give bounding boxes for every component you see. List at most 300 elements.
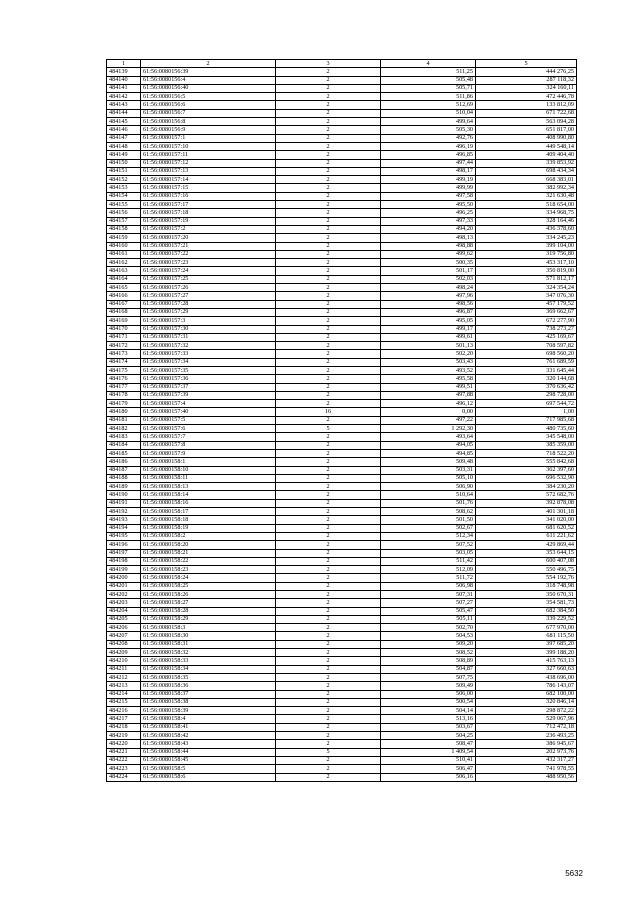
area-cell: 502,03 [381,275,476,283]
cadastral-number-cell: 61:56:0080157:20 [141,234,276,242]
code-cell: 2 [276,574,381,582]
cadastral-number-cell: 61:56:0080157:4 [141,400,276,408]
area-cell: 505,71 [381,84,476,92]
cadastral-number-cell: 61:56:0080157:12 [141,159,276,167]
value-cell: 324 354,24 [476,284,577,292]
table-row [107,566,577,574]
cadastral-number-cell: 61:56:0080158:16 [141,499,276,507]
cadastral-number-cell: 61:56:0080156:5 [141,93,276,101]
value-cell: 697 544,72 [476,400,577,408]
cadastral-number-cell: 61:56:0080158:33 [141,657,276,665]
table-row [107,707,577,715]
record-id-cell: 484193 [107,516,141,524]
code-cell: 2 [276,101,381,109]
cadastral-number-cell: 61:56:0080157:8 [141,441,276,449]
record-id-cell: 484151 [107,167,141,175]
table-row [107,325,577,333]
cadastral-number-cell: 61:56:0080158:21 [141,549,276,557]
record-id-cell: 484159 [107,234,141,242]
table-row [107,433,577,441]
record-id-cell: 484214 [107,690,141,698]
record-id-cell: 484192 [107,508,141,516]
cadastral-number-cell: 61:56:0080157:9 [141,449,276,457]
value-cell: 651 817,00 [476,126,577,134]
record-id-cell: 484173 [107,350,141,358]
table-row [107,765,577,773]
value-cell: 488 950,56 [476,773,577,781]
cadastral-number-cell: 61:56:0080158:39 [141,707,276,715]
record-id-cell: 484142 [107,93,141,101]
table-row [107,317,577,325]
area-cell: 508,52 [381,649,476,657]
area-cell: 511,25 [381,68,476,76]
table-row [107,632,577,640]
table-row [107,275,577,283]
record-id-cell: 484164 [107,275,141,283]
record-id-cell: 484219 [107,732,141,740]
area-cell: 499,17 [381,325,476,333]
value-cell: 717 985,68 [476,416,577,424]
code-cell: 2 [276,723,381,731]
code-cell: 2 [276,225,381,233]
area-cell: 503,05 [381,549,476,557]
area-cell: 502,67 [381,524,476,532]
code-cell: 2 [276,599,381,607]
code-cell: 2 [276,192,381,200]
area-cell: 506,16 [381,773,476,781]
code-cell: 2 [276,416,381,424]
cadastral-number-cell: 61:56:0080157:33 [141,350,276,358]
area-cell: 503,67 [381,723,476,731]
code-cell: 2 [276,632,381,640]
cadastral-number-cell: 61:56:0080157:13 [141,167,276,175]
table-row [107,308,577,316]
table-row [107,192,577,200]
code-cell: 2 [276,109,381,117]
record-id-cell: 484168 [107,308,141,316]
cadastral-number-cell: 61:56:0080158:17 [141,508,276,516]
table-row [107,167,577,175]
record-id-cell: 484154 [107,192,141,200]
area-cell: 493,64 [381,433,476,441]
cadastral-number-cell: 61:56:0080157:6 [141,425,276,433]
area-cell: 500,35 [381,259,476,267]
table-row [107,267,577,275]
code-cell: 2 [276,673,381,681]
table-row [107,209,577,217]
record-id-cell: 484204 [107,607,141,615]
cadastral-number-cell: 61:56:0080157:21 [141,242,276,250]
record-id-cell: 484194 [107,524,141,532]
table-row [107,142,577,150]
area-cell: 500,54 [381,698,476,706]
cadastral-number-cell: 61:56:0080158:43 [141,740,276,748]
code-cell: 2 [276,508,381,516]
area-cell: 505,30 [381,126,476,134]
table-row [107,101,577,109]
code-cell: 2 [276,292,381,300]
table-row [107,441,577,449]
value-cell: 327 660,63 [476,665,577,673]
area-cell: 505,11 [381,615,476,623]
cadastral-number-cell: 61:56:0080157:24 [141,267,276,275]
record-id-cell: 484215 [107,698,141,706]
table-row [107,483,577,491]
cadastral-number-cell: 61:56:0080158:42 [141,732,276,740]
area-cell: 499,64 [381,118,476,126]
cadastral-number-cell: 61:56:0080158:30 [141,632,276,640]
area-cell: 494,85 [381,449,476,457]
value-cell: 399 188,20 [476,649,577,657]
code-cell: 2 [276,441,381,449]
code-cell: 2 [276,300,381,308]
cadastral-number-cell: 61:56:0080158:24 [141,574,276,582]
cadastral-number-cell: 61:56:0080158:32 [141,649,276,657]
cadastral-number-cell: 61:56:0080157:14 [141,176,276,184]
table-row [107,375,577,383]
cadastral-number-cell: 61:56:0080157:23 [141,259,276,267]
area-cell: 502,20 [381,350,476,358]
record-id-cell: 484144 [107,109,141,117]
cadastral-number-cell: 61:56:0080157:15 [141,184,276,192]
value-cell: 362 397,60 [476,466,577,474]
cadastral-number-cell: 61:56:0080158:5 [141,765,276,773]
cadastral-number-cell: 61:56:0080158:20 [141,541,276,549]
code-cell: 2 [276,566,381,574]
code-cell: 2 [276,275,381,283]
code-cell: 2 [276,698,381,706]
record-id-cell: 484146 [107,126,141,134]
code-cell: 2 [276,151,381,159]
area-cell: 501,76 [381,499,476,507]
code-cell: 2 [276,665,381,673]
code-cell: 2 [276,549,381,557]
table-row [107,773,577,781]
code-cell: 2 [276,375,381,383]
value-cell: 401 301,18 [476,508,577,516]
code-cell: 2 [276,159,381,167]
value-cell: 1,00 [476,408,577,416]
cadastral-number-cell: 61:56:0080156:7 [141,109,276,117]
record-id-cell: 484206 [107,624,141,632]
value-cell: 682 384,50 [476,607,577,615]
code-cell: 2 [276,142,381,150]
record-id-cell: 484170 [107,325,141,333]
value-cell: 698 434,34 [476,167,577,175]
cadastral-number-cell: 61:56:0080157:11 [141,151,276,159]
area-cell: 499,61 [381,333,476,341]
area-cell: 506,47 [381,765,476,773]
code-cell: 2 [276,184,381,192]
cadastral-number-cell: 61:56:0080157:19 [141,217,276,225]
area-cell: 499,99 [381,184,476,192]
table-row [107,698,577,706]
table-row [107,607,577,615]
value-cell: 671 722,68 [476,109,577,117]
cadastral-number-cell: 61:56:0080158:4 [141,715,276,723]
area-cell: 511,72 [381,574,476,582]
table-row [107,250,577,258]
cadastral-number-cell: 61:56:0080157:16 [141,192,276,200]
area-cell: 501,50 [381,516,476,524]
record-id-cell: 484148 [107,142,141,150]
table-row [107,682,577,690]
cadastral-number-cell: 61:56:0080156:4 [141,76,276,84]
record-id-cell: 484183 [107,433,141,441]
code-cell: 5 [276,425,381,433]
table-row [107,516,577,524]
value-cell: 415 763,13 [476,657,577,665]
area-cell: 511,86 [381,93,476,101]
cadastral-number-cell: 61:56:0080157:30 [141,325,276,333]
value-cell: 334 245,23 [476,234,577,242]
value-cell: 318 748,98 [476,582,577,590]
value-cell: 385 359,00 [476,441,577,449]
table-row [107,524,577,532]
code-cell: 2 [276,250,381,258]
cadastral-number-cell: 61:56:0080158:29 [141,615,276,623]
value-cell: 698 560,20 [476,350,577,358]
value-cell: 350 819,00 [476,267,577,275]
table-row [107,201,577,209]
area-cell: 495,58 [381,375,476,383]
table-row [107,400,577,408]
area-cell: 492,76 [381,134,476,142]
table-row [107,756,577,764]
cadastral-number-cell: 61:56:0080156:6 [141,101,276,109]
cadastral-number-cell: 61:56:0080158:14 [141,491,276,499]
record-id-cell: 484202 [107,591,141,599]
table-row [107,532,577,540]
area-cell: 506,98 [381,582,476,590]
code-cell: 2 [276,259,381,267]
table-row [107,408,577,416]
cadastral-number-cell: 61:56:0080157:32 [141,342,276,350]
table-row [107,68,577,76]
value-cell: 741 978,55 [476,765,577,773]
record-id-cell: 484147 [107,134,141,142]
table-row [107,350,577,358]
table-row [107,466,577,474]
table-row [107,449,577,457]
record-id-cell: 484222 [107,756,141,764]
code-cell: 2 [276,756,381,764]
area-cell: 504,14 [381,707,476,715]
table-row [107,557,577,565]
area-cell: 497,44 [381,159,476,167]
area-cell: 503,43 [381,358,476,366]
record-id-cell: 484178 [107,391,141,399]
value-cell: 555 842,68 [476,458,577,466]
cadastral-number-cell: 61:56:0080158:18 [141,516,276,524]
code-cell: 2 [276,391,381,399]
value-cell: 370 636,42 [476,383,577,391]
area-cell: 505,10 [381,474,476,482]
code-cell: 2 [276,690,381,698]
code-cell: 2 [276,732,381,740]
table-row [107,541,577,549]
code-cell: 2 [276,342,381,350]
record-id-cell: 484152 [107,176,141,184]
cadastral-number-cell: 61:56:0080158:34 [141,665,276,673]
record-id-cell: 484145 [107,118,141,126]
value-cell: 133 812,09 [476,101,577,109]
table-row [107,366,577,374]
table-row [107,665,577,673]
table-row [107,458,577,466]
area-cell: 1 292,30 [381,425,476,433]
value-cell: 718 522,20 [476,449,577,457]
table-row [107,740,577,748]
table-body [107,68,577,782]
cadastral-number-cell: 61:56:0080157:34 [141,358,276,366]
record-id-cell: 484221 [107,748,141,756]
value-cell: 444 276,25 [476,68,577,76]
record-id-cell: 484157 [107,217,141,225]
table-row [107,574,577,582]
value-cell: 319 756,80 [476,250,577,258]
code-cell: 2 [276,167,381,175]
code-cell: 2 [276,217,381,225]
value-cell: 298 872,22 [476,707,577,715]
code-cell: 2 [276,624,381,632]
area-cell: 510,64 [381,491,476,499]
table-row [107,649,577,657]
record-id-cell: 484177 [107,383,141,391]
table-row [107,599,577,607]
code-cell: 2 [276,383,381,391]
value-cell: 472 446,78 [476,93,577,101]
table-row [107,657,577,665]
area-cell: 507,75 [381,673,476,681]
table-row [107,234,577,242]
value-cell: 324 160,11 [476,84,577,92]
area-cell: 498,17 [381,167,476,175]
cadastral-number-cell: 61:56:0080158:19 [141,524,276,532]
table-row [107,134,577,142]
code-cell: 2 [276,524,381,532]
area-cell: 511,42 [381,557,476,565]
area-cell: 497,33 [381,217,476,225]
table-row [107,151,577,159]
value-cell: 347 076,30 [476,292,577,300]
area-cell: 496,87 [381,308,476,316]
code-cell: 2 [276,433,381,441]
value-cell: 738 273,27 [476,325,577,333]
value-cell: 386 945,67 [476,740,577,748]
cadastral-number-cell: 61:56:0080157:2 [141,225,276,233]
cadastral-number-cell: 61:56:0080157:40 [141,408,276,416]
code-cell: 2 [276,242,381,250]
record-id-cell: 484143 [107,101,141,109]
code-cell: 2 [276,715,381,723]
table-row [107,391,577,399]
record-id-cell: 484189 [107,483,141,491]
value-cell: 708 597,82 [476,342,577,350]
code-cell: 2 [276,84,381,92]
record-id-cell: 484220 [107,740,141,748]
cadastral-number-cell: 61:56:0080157:31 [141,333,276,341]
code-cell: 2 [276,325,381,333]
value-cell: 384 230,20 [476,483,577,491]
area-cell: 496,85 [381,151,476,159]
code-cell: 2 [276,234,381,242]
table-row [107,292,577,300]
record-id-cell: 484161 [107,250,141,258]
column-header-4: 4 [381,60,476,68]
area-cell: 509,49 [381,682,476,690]
table-row [107,333,577,341]
area-cell: 499,19 [381,176,476,184]
area-cell: 496,25 [381,209,476,217]
value-cell: 425 169,67 [476,333,577,341]
table-row [107,624,577,632]
table-row [107,383,577,391]
code-cell: 2 [276,765,381,773]
value-cell: 682 100,00 [476,690,577,698]
table-row [107,508,577,516]
area-cell: 512,34 [381,532,476,540]
column-header-3: 3 [276,60,381,68]
cadastral-number-cell: 61:56:0080158:13 [141,483,276,491]
area-cell: 508,89 [381,657,476,665]
table-row [107,591,577,599]
cadastral-number-cell: 61:56:0080157:39 [141,391,276,399]
record-id-cell: 484167 [107,300,141,308]
code-cell: 2 [276,449,381,457]
table-row [107,615,577,623]
area-cell: 0,00 [381,408,476,416]
record-id-cell: 484216 [107,707,141,715]
cadastral-number-cell: 61:56:0080157:37 [141,383,276,391]
area-cell: 498,56 [381,300,476,308]
code-cell: 2 [276,176,381,184]
area-cell: 506,00 [381,690,476,698]
cadastral-number-cell: 61:56:0080158:45 [141,756,276,764]
record-id-cell: 484196 [107,541,141,549]
cadastral-number-cell: 61:56:0080157:28 [141,300,276,308]
record-id-cell: 484207 [107,632,141,640]
record-id-cell: 484217 [107,715,141,723]
cadastral-number-cell: 61:56:0080156:40 [141,84,276,92]
value-cell: 677 970,00 [476,624,577,632]
cadastral-number-cell: 61:56:0080156:9 [141,126,276,134]
area-cell: 504,53 [381,632,476,640]
cadastral-number-cell: 61:56:0080157:10 [141,142,276,150]
table-row [107,84,577,92]
table-row [107,126,577,134]
value-cell: 761 689,59 [476,358,577,366]
column-header-2: 2 [141,60,276,68]
cadastral-number-cell: 61:56:0080158:36 [141,682,276,690]
area-cell: 510,41 [381,756,476,764]
table-row [107,159,577,167]
value-cell: 350 670,31 [476,591,577,599]
record-id-cell: 484218 [107,723,141,731]
record-id-cell: 484182 [107,425,141,433]
code-cell: 2 [276,499,381,507]
code-cell: 2 [276,400,381,408]
record-id-cell: 484140 [107,76,141,84]
area-cell: 506,90 [381,483,476,491]
code-cell: 2 [276,317,381,325]
value-cell: 339 853,92 [476,159,577,167]
value-cell: 600 407,08 [476,557,577,565]
table-row [107,748,577,756]
value-cell: 392 878,08 [476,499,577,507]
code-cell: 2 [276,466,381,474]
record-id-cell: 484203 [107,599,141,607]
